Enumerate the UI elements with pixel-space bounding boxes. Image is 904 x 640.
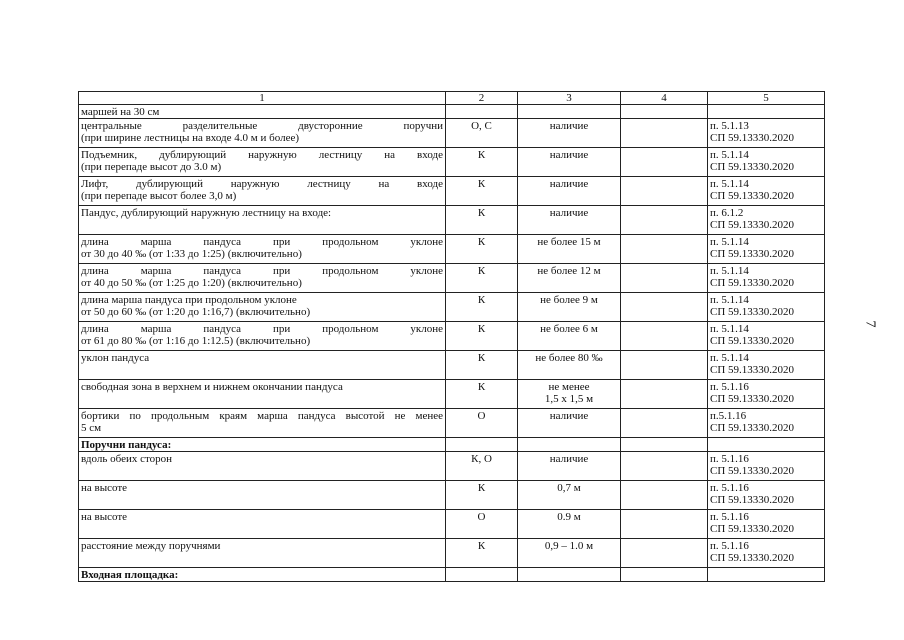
requirement-cell xyxy=(79,510,446,539)
reference-clause: п. 5.1.14 xyxy=(710,236,749,248)
requirements-table-sheet xyxy=(78,91,825,582)
reference-clause: п. 5.1.14 xyxy=(710,149,749,161)
norm-text-line: 0,9 – 1.0 м xyxy=(544,540,594,552)
requirement-text-line: бортики по продольным краям марша пандуса высотой не менее xyxy=(81,410,443,422)
requirement-cell xyxy=(79,119,446,148)
norm-cell xyxy=(518,235,621,264)
requirement-text-line: расстояние между поручнями xyxy=(81,540,221,552)
category-cell: К xyxy=(446,177,518,206)
actual-value-cell xyxy=(621,235,708,264)
category-cell xyxy=(446,568,518,582)
reference-clause: п. 5.1.14 xyxy=(710,294,749,306)
reference-cell xyxy=(708,322,825,351)
requirement-cell xyxy=(79,148,446,177)
reference-document: СП 59.13330.2020 xyxy=(710,465,795,477)
requirement-text-line: Входная площадка: xyxy=(81,569,179,581)
reference-document: СП 59.13330.2020 xyxy=(710,132,795,144)
norm-cell xyxy=(518,568,621,582)
norm-text-line: 0,7 м xyxy=(557,482,581,494)
norm-cell xyxy=(518,177,621,206)
reference-clause: п. 5.1.14 xyxy=(710,178,749,190)
norm-cell xyxy=(518,293,621,322)
requirement-cell xyxy=(79,235,446,264)
requirement-text-line: от 40 до 50 ‰ (от 1:25 до 1:20) (включительно) xyxy=(81,277,302,289)
table-row xyxy=(79,264,825,293)
norm-text-line: не более 15 м xyxy=(537,236,601,248)
norm-text-line: наличие xyxy=(549,120,589,132)
page-number: 7 xyxy=(862,320,878,328)
requirement-cell xyxy=(79,351,446,380)
norm-text-line: не более 12 м xyxy=(537,265,601,277)
table-row xyxy=(79,481,825,510)
reference-document: СП 59.13330.2020 xyxy=(710,364,795,376)
reference-cell xyxy=(708,177,825,206)
norm-cell xyxy=(518,452,621,481)
requirement-cell xyxy=(79,264,446,293)
header-col-5: 5 xyxy=(708,92,825,105)
reference-document: СП 59.13330.2020 xyxy=(710,552,795,564)
requirement-text-line: Подъемник, дублирующий наружную лестницу на входе xyxy=(81,149,443,161)
category-cell: К xyxy=(446,264,518,293)
requirement-text-line: 5 см xyxy=(81,422,102,434)
reference-cell xyxy=(708,264,825,293)
actual-value-cell xyxy=(621,568,708,582)
reference-clause: п. 5.1.14 xyxy=(710,265,749,277)
table-body xyxy=(79,105,825,582)
requirement-text-line: длина марша пандуса при продольном уклоне xyxy=(81,265,443,277)
table-row xyxy=(79,235,825,264)
norm-cell xyxy=(518,510,621,539)
reference-document: СП 59.13330.2020 xyxy=(710,494,795,506)
actual-value-cell xyxy=(621,206,708,235)
category-cell: О, С xyxy=(446,119,518,148)
requirement-cell xyxy=(79,568,446,582)
requirement-text-line: вдоль обеих сторон xyxy=(81,453,173,465)
requirement-text-line: центральные разделительные двусторонние поручни xyxy=(81,120,443,132)
requirement-cell xyxy=(79,380,446,409)
category-cell: К xyxy=(446,322,518,351)
reference-document: СП 59.13330.2020 xyxy=(710,219,795,231)
reference-cell xyxy=(708,452,825,481)
table-row xyxy=(79,105,825,119)
table-row xyxy=(79,452,825,481)
requirement-text-line: Лифт, дублирующий наружную лестницу на входе xyxy=(81,178,443,190)
table-row xyxy=(79,539,825,568)
norm-text-line: наличие xyxy=(549,178,589,190)
category-cell: К xyxy=(446,235,518,264)
category-cell xyxy=(446,105,518,119)
table-header-row xyxy=(79,92,825,105)
norm-cell xyxy=(518,264,621,293)
actual-value-cell xyxy=(621,264,708,293)
norm-text-line: 1,5 х 1,5 м xyxy=(544,393,594,405)
table-row xyxy=(79,177,825,206)
header-col-4: 4 xyxy=(621,92,708,105)
category-cell: О xyxy=(446,510,518,539)
requirement-text-line: от 30 до 40 ‰ (от 1:33 до 1:25) (включительно) xyxy=(81,248,302,260)
reference-cell xyxy=(708,539,825,568)
reference-document: СП 59.13330.2020 xyxy=(710,248,795,260)
table-row xyxy=(79,351,825,380)
header-col-1: 1 xyxy=(79,92,446,105)
reference-cell xyxy=(708,206,825,235)
reference-document: СП 59.13330.2020 xyxy=(710,190,795,202)
requirement-text-line: на высоте xyxy=(81,511,128,523)
norm-cell xyxy=(518,148,621,177)
norm-cell xyxy=(518,351,621,380)
requirement-text-line: длина марша пандуса при продольном уклоне xyxy=(81,236,443,248)
requirement-text-line: от 50 до 60 ‰ (от 1:20 до 1:16,7) (включительно) xyxy=(81,306,311,318)
norm-cell xyxy=(518,481,621,510)
category-cell: К xyxy=(446,380,518,409)
norm-text-line: не более 80 ‰ xyxy=(535,352,603,364)
requirement-cell xyxy=(79,438,446,452)
reference-document: СП 59.13330.2020 xyxy=(710,161,795,173)
table-row xyxy=(79,206,825,235)
norm-text-line: не менее xyxy=(548,381,590,393)
category-cell: К, О xyxy=(446,452,518,481)
reference-cell xyxy=(708,568,825,582)
requirement-text-line: на высоте xyxy=(81,482,128,494)
reference-document: СП 59.13330.2020 xyxy=(710,277,795,289)
requirement-cell xyxy=(79,409,446,438)
requirement-cell xyxy=(79,452,446,481)
norm-text-line: наличие xyxy=(549,149,589,161)
requirement-text-line: от 61 до 80 ‰ (от 1:16 до 1:12.5) (включительно) xyxy=(81,335,311,347)
reference-cell xyxy=(708,148,825,177)
requirements-table xyxy=(78,91,825,582)
requirement-text-line: (при перепаде высот более 3,0 м) xyxy=(81,190,237,202)
reference-clause: п. 5.1.16 xyxy=(710,453,749,465)
norm-text-line: не более 6 м xyxy=(540,323,598,335)
actual-value-cell xyxy=(621,452,708,481)
reference-cell xyxy=(708,438,825,452)
category-cell: К xyxy=(446,481,518,510)
reference-cell xyxy=(708,380,825,409)
category-cell: К xyxy=(446,351,518,380)
table-row xyxy=(79,568,825,582)
norm-cell xyxy=(518,322,621,351)
actual-value-cell xyxy=(621,438,708,452)
reference-document: СП 59.13330.2020 xyxy=(710,523,795,535)
reference-cell xyxy=(708,481,825,510)
reference-clause: п. 6.1.2 xyxy=(710,207,744,219)
category-cell: К xyxy=(446,206,518,235)
actual-value-cell xyxy=(621,481,708,510)
reference-clause: п. 5.1.16 xyxy=(710,540,749,552)
reference-document: СП 59.13330.2020 xyxy=(710,335,795,347)
reference-cell xyxy=(708,409,825,438)
norm-cell xyxy=(518,438,621,452)
actual-value-cell xyxy=(621,105,708,119)
actual-value-cell xyxy=(621,510,708,539)
requirement-text-line: маршей на 30 см xyxy=(81,106,160,118)
table-row xyxy=(79,148,825,177)
category-cell: К xyxy=(446,539,518,568)
requirement-text-line: Пандус, дублирующий наружную лестницу на входе: xyxy=(81,207,332,219)
norm-cell xyxy=(518,105,621,119)
table-row xyxy=(79,438,825,452)
norm-cell xyxy=(518,119,621,148)
reference-cell xyxy=(708,119,825,148)
norm-text-line: 0.9 м xyxy=(557,511,581,523)
header-col-3: 3 xyxy=(518,92,621,105)
reference-cell xyxy=(708,351,825,380)
norm-text-line: наличие xyxy=(549,453,589,465)
norm-cell xyxy=(518,539,621,568)
reference-clause: п. 5.1.16 xyxy=(710,482,749,494)
norm-cell xyxy=(518,206,621,235)
actual-value-cell xyxy=(621,119,708,148)
reference-clause: п. 5.1.13 xyxy=(710,120,749,132)
reference-cell xyxy=(708,293,825,322)
category-cell xyxy=(446,438,518,452)
requirement-text-line: уклон пандуса xyxy=(81,352,150,364)
reference-cell xyxy=(708,105,825,119)
requirement-text-line: (при ширине лестницы на входе 4.0 м и более) xyxy=(81,132,300,144)
actual-value-cell xyxy=(621,177,708,206)
reference-document: СП 59.13330.2020 xyxy=(710,422,795,434)
norm-text-line: не более 9 м xyxy=(540,294,598,306)
table-row xyxy=(79,119,825,148)
reference-clause: п. 5.1.16 xyxy=(710,381,749,393)
reference-clause: п. 5.1.14 xyxy=(710,352,749,364)
requirement-cell xyxy=(79,206,446,235)
table-row xyxy=(79,409,825,438)
reference-clause: п.5.1.16 xyxy=(710,410,747,422)
requirement-text-line: свободная зона в верхнем и нижнем окончании пандуса xyxy=(81,381,343,393)
requirement-cell xyxy=(79,105,446,119)
actual-value-cell xyxy=(621,148,708,177)
actual-value-cell xyxy=(621,351,708,380)
category-cell: О xyxy=(446,409,518,438)
actual-value-cell xyxy=(621,409,708,438)
requirement-text-line: длина марша пандуса при продольном уклоне xyxy=(81,323,443,335)
reference-document: СП 59.13330.2020 xyxy=(710,306,795,318)
table-row xyxy=(79,322,825,351)
actual-value-cell xyxy=(621,322,708,351)
reference-cell xyxy=(708,235,825,264)
requirement-cell xyxy=(79,481,446,510)
requirement-text-line: длина марша пандуса при продольном уклоне xyxy=(81,294,297,306)
actual-value-cell xyxy=(621,380,708,409)
requirement-cell xyxy=(79,322,446,351)
requirement-cell xyxy=(79,177,446,206)
reference-clause: п. 5.1.16 xyxy=(710,511,749,523)
requirement-text-line: Поручни пандуса: xyxy=(81,439,172,451)
norm-text-line: наличие xyxy=(549,207,589,219)
table-row xyxy=(79,510,825,539)
requirement-text-line: (при перепаде высот до 3.0 м) xyxy=(81,161,222,173)
norm-text-line: наличие xyxy=(549,410,589,422)
table-row xyxy=(79,380,825,409)
category-cell: К xyxy=(446,148,518,177)
requirement-cell xyxy=(79,293,446,322)
norm-cell xyxy=(518,409,621,438)
table-row xyxy=(79,293,825,322)
actual-value-cell xyxy=(621,293,708,322)
reference-clause: п. 5.1.14 xyxy=(710,323,749,335)
reference-cell xyxy=(708,510,825,539)
norm-cell xyxy=(518,380,621,409)
actual-value-cell xyxy=(621,539,708,568)
header-col-2: 2 xyxy=(446,92,518,105)
requirement-cell xyxy=(79,539,446,568)
reference-document: СП 59.13330.2020 xyxy=(710,393,795,405)
category-cell: К xyxy=(446,293,518,322)
